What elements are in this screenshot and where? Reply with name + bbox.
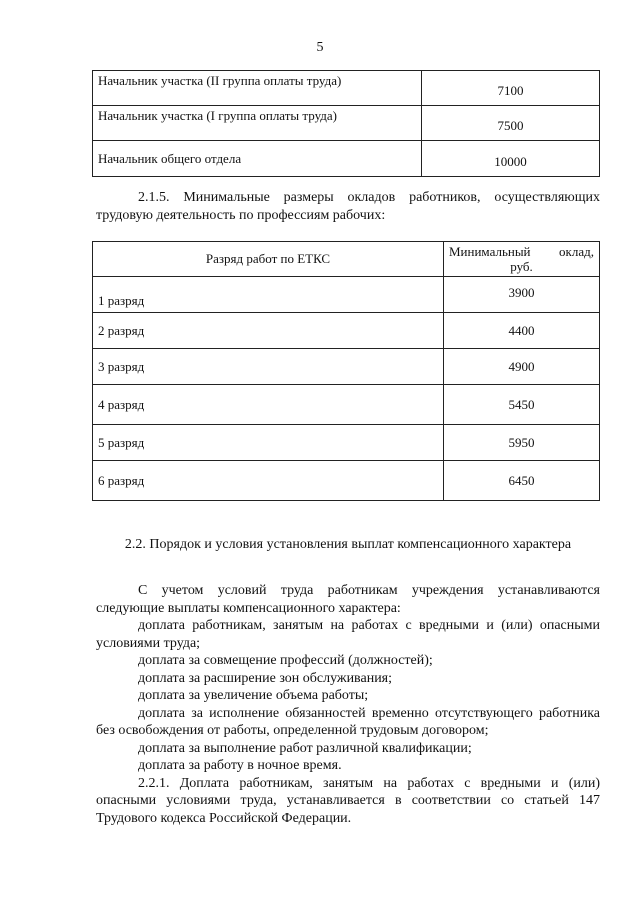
- list-item: доплата за выполнение работ различной квалификации;: [138, 740, 472, 756]
- section-2-1-5-text: 2.1.5. Минимальные размеры окладов работников, осуществляющих трудовую деятельность по профессиям рабочих:: [96, 190, 600, 223]
- position-name: Начальник общего отдела: [93, 141, 422, 177]
- table-row: [93, 385, 600, 425]
- list-item: доплата за работу в ночное время.: [138, 758, 342, 773]
- grade-name: 1 разряд: [93, 277, 444, 313]
- list-item: доплата работникам, занятым на работах с вредными и (или) опасными условиями труда;: [96, 618, 600, 651]
- list-item: доплата за расширение зон обслуживания;: [138, 670, 393, 686]
- grade-name: 2 разряд: [93, 313, 444, 349]
- grade-salary: 6450: [444, 461, 600, 501]
- page-number: 5: [316, 40, 324, 55]
- header-min-salary: Минимальный оклад, руб.: [444, 242, 600, 277]
- table-row: [93, 277, 600, 313]
- table-row: [93, 313, 600, 349]
- list-item: доплата за увеличение объема работы;: [138, 688, 369, 703]
- position-name: Начальник участка (I группа оплаты труда): [93, 106, 422, 141]
- table-row: [93, 71, 600, 106]
- positions-salary-table: [92, 70, 600, 177]
- grade-salary: 5950: [444, 425, 600, 461]
- grade-name: 5 разряд: [93, 425, 444, 461]
- header-grade: Разряд работ по ЕТКС: [93, 242, 444, 277]
- grade-name: 4 разряд: [93, 385, 444, 425]
- table-row: [93, 349, 600, 385]
- table-row: [93, 425, 600, 461]
- grade-name: 3 разряд: [93, 349, 444, 385]
- grade-name: 6 разряд: [93, 461, 444, 501]
- salary-value: 7500: [422, 106, 600, 141]
- grade-salary: 5450: [444, 385, 600, 425]
- list-item: доплата за совмещение профессий (должностей);: [138, 653, 433, 668]
- table-header-row: [93, 242, 600, 277]
- position-name: Начальник участка (II группа оплаты труда): [93, 71, 422, 106]
- salary-value: 7100: [422, 71, 600, 106]
- salary-value: 10000: [422, 141, 600, 177]
- list-item: доплата за исполнение обязанностей временно отсутствующего работника без освобождения от работы, определенной трудовым договором;: [96, 705, 600, 738]
- table-row: [93, 461, 600, 501]
- grade-salary: 4400: [444, 313, 600, 349]
- section-2-2-title: 2.2. Порядок и условия установления выплат компенсационного характера: [124, 537, 572, 552]
- grade-salary: 4900: [444, 349, 600, 385]
- section-2-2-1-text: 2.2.1. Доплата работникам, занятым на работах с вредными и (или) опасными условиями труда, устанавливается в соответствии со статьей 147 Трудового кодекса Российской Федерации.: [96, 775, 600, 826]
- table-row: [93, 106, 600, 141]
- table-row: [93, 141, 600, 177]
- grades-salary-table: [92, 241, 600, 501]
- compensation-intro: С учетом условий труда работникам учреждения устанавливаются следующие выплаты компенсационного характера:: [96, 583, 600, 616]
- grade-salary: 3900: [444, 277, 600, 313]
